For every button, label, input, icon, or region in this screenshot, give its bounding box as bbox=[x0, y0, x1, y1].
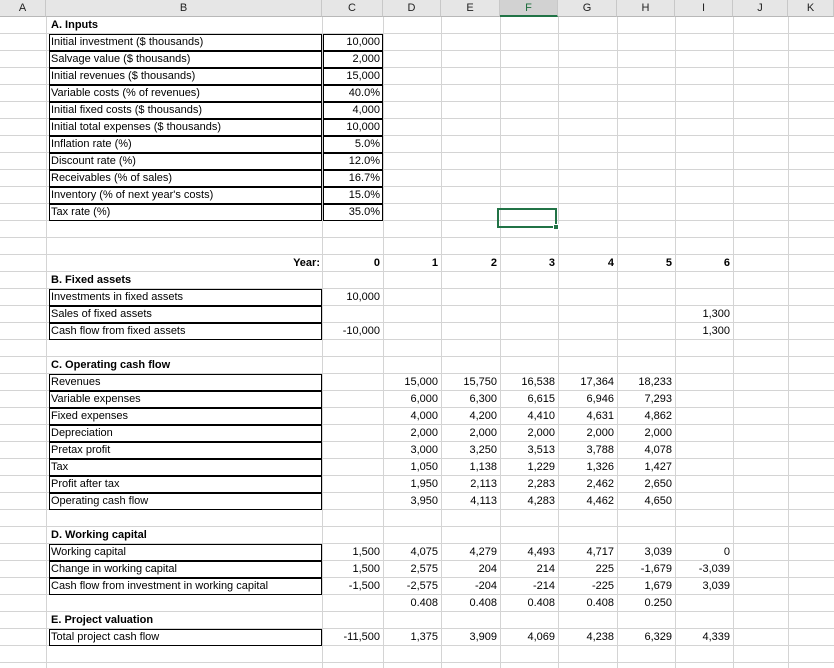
value-cell[interactable]: 4,075 bbox=[410, 546, 438, 558]
value-cell[interactable]: 0.408 bbox=[410, 597, 438, 609]
value-cell[interactable]: -225 bbox=[591, 580, 614, 592]
value-cell[interactable]: 16,538 bbox=[521, 376, 555, 388]
value-cell[interactable]: 1,138 bbox=[469, 461, 497, 473]
column-header-c[interactable]: C bbox=[322, 0, 383, 17]
value-cell[interactable]: 225 bbox=[595, 563, 614, 575]
value-cell[interactable]: 4,493 bbox=[527, 546, 555, 558]
value-cell[interactable]: 18,233 bbox=[638, 376, 672, 388]
value-cell[interactable]: 4,650 bbox=[644, 495, 672, 507]
row-label: Initial revenues ($ thousands) bbox=[49, 68, 322, 85]
value-cell[interactable]: 12.0% bbox=[323, 153, 383, 170]
value-cell[interactable]: 1,500 bbox=[352, 563, 380, 575]
row-label: Depreciation bbox=[49, 425, 322, 442]
value-cell[interactable]: 4,000 bbox=[323, 102, 383, 119]
section-header: D. Working capital bbox=[51, 529, 147, 541]
column-header-k[interactable]: K bbox=[788, 0, 834, 17]
row-label: Inflation rate (%) bbox=[49, 136, 322, 153]
value-cell[interactable]: 3 bbox=[548, 257, 555, 269]
value-cell[interactable]: 1,500 bbox=[352, 546, 380, 558]
section-header: E. Project valuation bbox=[51, 614, 154, 626]
column-header-b[interactable]: B bbox=[46, 0, 322, 17]
value-cell[interactable]: 3,039 bbox=[644, 546, 672, 558]
value-cell[interactable]: 5 bbox=[665, 257, 672, 269]
value-cell[interactable]: 1,326 bbox=[586, 461, 614, 473]
value-cell[interactable]: 2,113 bbox=[470, 478, 497, 490]
column-header-e[interactable]: E bbox=[441, 0, 500, 17]
value-cell[interactable]: 16.7% bbox=[323, 170, 383, 187]
value-cell[interactable]: -10,000 bbox=[342, 325, 380, 337]
active-cell-selection[interactable] bbox=[497, 208, 557, 228]
row-label: Working capital bbox=[49, 544, 322, 561]
row-label: Revenues bbox=[49, 374, 322, 391]
column-header-a[interactable]: A bbox=[0, 0, 46, 17]
row-label: Tax bbox=[49, 459, 322, 476]
row-label: Salvage value ($ thousands) bbox=[49, 51, 322, 68]
value-cell[interactable]: 4,862 bbox=[644, 410, 672, 422]
value-cell[interactable]: -1,500 bbox=[348, 580, 380, 592]
value-cell[interactable]: 4,283 bbox=[527, 495, 555, 507]
row-label: Total project cash flow bbox=[49, 629, 322, 646]
column-header-g[interactable]: G bbox=[558, 0, 617, 17]
value-cell[interactable]: 1,375 bbox=[410, 631, 438, 643]
value-cell[interactable]: 4,113 bbox=[470, 495, 497, 507]
row-label: Cash flow from fixed assets bbox=[49, 323, 322, 340]
row-label: Variable costs (% of revenues) bbox=[49, 85, 322, 102]
row-label: Initial fixed costs ($ thousands) bbox=[49, 102, 322, 119]
value-cell[interactable]: 2,575 bbox=[410, 563, 438, 575]
value-cell[interactable]: 2,462 bbox=[586, 478, 614, 490]
value-cell[interactable]: 17,364 bbox=[580, 376, 614, 388]
row-label: Initial total expenses ($ thousands) bbox=[49, 119, 322, 136]
value-cell[interactable]: 0 bbox=[723, 546, 730, 558]
value-cell[interactable]: 4,410 bbox=[527, 410, 555, 422]
row-label: Pretax profit bbox=[49, 442, 322, 459]
value-cell[interactable]: 40.0% bbox=[323, 85, 383, 102]
value-cell[interactable]: 6,000 bbox=[410, 393, 438, 405]
value-cell[interactable]: -214 bbox=[532, 580, 555, 592]
value-cell[interactable]: 4,238 bbox=[586, 631, 614, 643]
value-cell[interactable]: 0.408 bbox=[469, 597, 497, 609]
value-cell[interactable]: -2,575 bbox=[406, 580, 438, 592]
value-cell[interactable]: 3,513 bbox=[527, 444, 555, 456]
row-label: Discount rate (%) bbox=[49, 153, 322, 170]
value-cell[interactable]: 6,946 bbox=[586, 393, 614, 405]
value-cell[interactable]: 6,615 bbox=[527, 393, 555, 405]
row-label: Receivables (% of sales) bbox=[49, 170, 322, 187]
value-cell[interactable]: 4,078 bbox=[644, 444, 672, 456]
row-label: Inventory (% of next year's costs) bbox=[49, 187, 322, 204]
value-cell[interactable]: 3,000 bbox=[410, 444, 438, 456]
value-cell[interactable]: 10,000 bbox=[323, 34, 383, 51]
value-cell[interactable]: 4,462 bbox=[586, 495, 614, 507]
value-cell[interactable]: 15,750 bbox=[463, 376, 497, 388]
row-label: Variable expenses bbox=[49, 391, 322, 408]
row-label: Initial investment ($ thousands) bbox=[49, 34, 322, 51]
value-cell[interactable]: 0.408 bbox=[527, 597, 555, 609]
value-cell[interactable]: 3,950 bbox=[410, 495, 438, 507]
value-cell[interactable]: 3,039 bbox=[702, 580, 730, 592]
value-cell[interactable]: 204 bbox=[478, 563, 497, 575]
value-cell[interactable]: 6 bbox=[723, 257, 730, 269]
value-cell[interactable]: 1,050 bbox=[410, 461, 438, 473]
value-cell[interactable]: 0.250 bbox=[644, 597, 672, 609]
value-cell[interactable]: 2 bbox=[490, 257, 497, 269]
value-cell[interactable]: 3,788 bbox=[586, 444, 614, 456]
value-cell[interactable]: 1 bbox=[431, 257, 438, 269]
value-cell[interactable]: 1,300 bbox=[702, 325, 730, 337]
value-cell[interactable]: 4,631 bbox=[586, 410, 614, 422]
value-cell[interactable]: 1,679 bbox=[644, 580, 672, 592]
value-cell[interactable]: 2,000 bbox=[469, 427, 497, 439]
value-cell[interactable]: 0.408 bbox=[586, 597, 614, 609]
value-cell[interactable]: 4,717 bbox=[586, 546, 614, 558]
value-cell[interactable]: 2,000 bbox=[323, 51, 383, 68]
value-cell[interactable]: -3,039 bbox=[698, 563, 730, 575]
column-header-j[interactable]: J bbox=[733, 0, 788, 17]
value-cell[interactable]: 4,339 bbox=[702, 631, 730, 643]
value-cell[interactable]: 10,000 bbox=[323, 119, 383, 136]
value-cell[interactable]: -204 bbox=[474, 580, 497, 592]
column-header-d[interactable]: D bbox=[383, 0, 441, 17]
value-cell[interactable]: 3,909 bbox=[469, 631, 497, 643]
value-cell[interactable]: 4,069 bbox=[527, 631, 555, 643]
value-cell[interactable]: 1,427 bbox=[644, 461, 672, 473]
value-cell[interactable]: 4,279 bbox=[469, 546, 497, 558]
value-cell[interactable]: 15,000 bbox=[404, 376, 438, 388]
column-header-i[interactable]: I bbox=[675, 0, 733, 17]
value-cell[interactable]: 2,000 bbox=[586, 427, 614, 439]
row-label: Profit after tax bbox=[49, 476, 322, 493]
value-cell[interactable]: 10,000 bbox=[346, 291, 380, 303]
column-header-h[interactable]: H bbox=[617, 0, 675, 17]
value-cell[interactable]: 1,950 bbox=[410, 478, 438, 490]
value-cell[interactable]: 2,000 bbox=[410, 427, 438, 439]
value-cell[interactable]: 2,000 bbox=[644, 427, 672, 439]
value-cell[interactable]: 4,200 bbox=[469, 410, 497, 422]
value-cell[interactable]: 6,329 bbox=[644, 631, 672, 643]
column-header-f[interactable]: F bbox=[500, 0, 558, 17]
row-label: Cash flow from investment in working capital bbox=[49, 578, 322, 595]
row-label: Operating cash flow bbox=[49, 493, 322, 510]
row-label: Tax rate (%) bbox=[49, 204, 322, 221]
row-label: Sales of fixed assets bbox=[49, 306, 322, 323]
value-cell[interactable]: -1,679 bbox=[640, 563, 672, 575]
value-cell[interactable]: 2,650 bbox=[644, 478, 672, 490]
gridline-horizontal bbox=[0, 662, 834, 663]
value-cell[interactable]: 6,300 bbox=[469, 393, 497, 405]
value-cell[interactable]: 1,300 bbox=[702, 308, 730, 320]
value-cell[interactable]: 3,250 bbox=[469, 444, 497, 456]
row-label: Fixed expenses bbox=[49, 408, 322, 425]
value-cell[interactable]: 2,000 bbox=[527, 427, 555, 439]
value-cell[interactable]: 0 bbox=[373, 257, 380, 269]
section-header: A. Inputs bbox=[51, 19, 99, 31]
section-header: C. Operating cash flow bbox=[51, 359, 171, 371]
gridline-horizontal bbox=[0, 237, 834, 238]
row-label: Change in working capital bbox=[49, 561, 322, 578]
value-cell[interactable]: 15,000 bbox=[323, 68, 383, 85]
value-cell[interactable]: 15.0% bbox=[323, 187, 383, 204]
section-header: B. Fixed assets bbox=[51, 274, 132, 286]
value-cell[interactable]: 7,293 bbox=[644, 393, 672, 405]
value-cell[interactable]: 1,229 bbox=[527, 461, 555, 473]
value-cell[interactable]: 35.0% bbox=[323, 204, 383, 221]
value-cell[interactable]: -11,500 bbox=[343, 631, 380, 643]
value-cell[interactable]: 214 bbox=[536, 563, 555, 575]
year-label: Year: bbox=[293, 257, 320, 269]
value-cell[interactable]: 4,000 bbox=[410, 410, 438, 422]
fill-handle[interactable] bbox=[553, 224, 559, 230]
row-label: Investments in fixed assets bbox=[49, 289, 322, 306]
value-cell[interactable]: 5.0% bbox=[323, 136, 383, 153]
value-cell[interactable]: 2,283 bbox=[527, 478, 555, 490]
value-cell[interactable]: 4 bbox=[607, 257, 614, 269]
